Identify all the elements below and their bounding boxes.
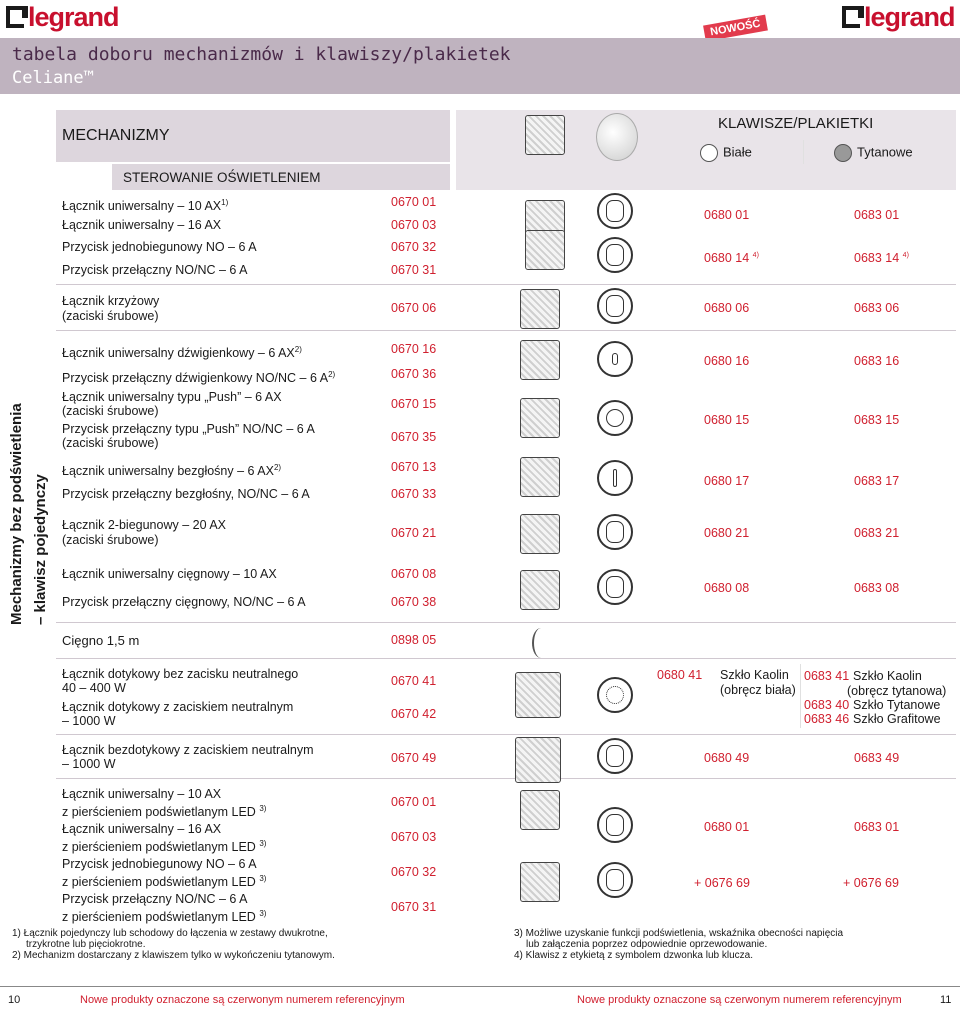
row-label: Łącznik 2-biegunowy – 20 AX xyxy=(62,518,226,532)
footnote-2: 2) Mechanizm dostarczany z klawiszem tylko w wykończeniu tytanowym. xyxy=(12,950,335,961)
row-code: 0670 38 xyxy=(391,595,437,609)
row-separator xyxy=(56,778,956,779)
row-label: Łącznik dotykowy bez zacisku neutralnego xyxy=(62,667,299,681)
cord-image xyxy=(532,628,550,658)
row-code: 0670 13 xyxy=(391,460,437,474)
row-code: 0670 32 xyxy=(391,865,437,879)
divider xyxy=(800,664,801,728)
footer-rule xyxy=(0,986,960,987)
row-code: 0670 21 xyxy=(391,526,437,540)
row-label: Cięgno 1,5 m xyxy=(62,633,140,648)
row-separator xyxy=(56,284,956,285)
row-code: 0670 49 xyxy=(391,751,437,765)
row-code: 0670 41 xyxy=(391,674,437,688)
plate-code-titan: 0683 08 xyxy=(854,581,900,595)
page-number-right: 11 xyxy=(940,994,952,1006)
plate-code-white: 0680 14 $^{4)}$ xyxy=(704,251,759,265)
row-label-sub: (zaciski śrubowe) xyxy=(62,533,159,547)
row-label-sub: z pierścieniem podświetlanym LED $^{3)}$ xyxy=(62,909,267,925)
touch-module-image xyxy=(515,737,561,783)
plate-code-white: 0680 15 xyxy=(704,413,750,427)
touch-module-image xyxy=(515,672,561,718)
plate-code-white: 0680 06 xyxy=(704,301,750,315)
touch-desc-titan: Szkło Kaolin xyxy=(853,669,922,683)
plate-code-titan: 0683 14 $^{4)}$ xyxy=(854,251,909,265)
plate-code-titan: 0683 01 xyxy=(854,820,900,834)
plate-icon xyxy=(597,193,633,229)
plate-code-titan: 0683 15 xyxy=(854,413,900,427)
plate-code-white: 0680 21 xyxy=(704,526,750,540)
side-label-line1: Mechanizmy bez podświetlenia xyxy=(8,403,25,625)
row-code: 0670 01 xyxy=(391,795,437,809)
row-label: Przycisk przełączny NO/NC – 6 A xyxy=(62,892,248,906)
page-title: tabela doboru mechanizmów i klawiszy/plakietek xyxy=(12,44,511,65)
row-label: Przycisk przełączny typu „Push” NO/NC – 6 A xyxy=(62,422,315,436)
touch-code-titan: 0683 46 xyxy=(804,712,850,726)
row-label: Przycisk przełączny NO/NC – 6 A xyxy=(62,263,248,277)
row-label-sub: (zaciski śrubowe) xyxy=(62,404,159,418)
row-code: 0670 31 xyxy=(391,263,437,277)
plate-code-titan: 0683 16 xyxy=(854,354,900,368)
plate-code-titan: 0683 06 xyxy=(854,301,900,315)
mechanism-image xyxy=(520,398,560,438)
row-code: 0670 01 xyxy=(391,195,437,209)
footer-note-left: Nowe produkty oznaczone są czerwonym numerem referencyjnym xyxy=(80,994,405,1006)
touch-desc-white-2: (obręcz biała) xyxy=(720,683,796,697)
row-separator xyxy=(56,622,956,623)
row-code: 0670 15 xyxy=(391,397,437,411)
row-separator xyxy=(56,330,956,331)
row-label: Łącznik uniwersalny – 16 AX xyxy=(62,218,222,232)
row-label: Przycisk przełączny cięgnowy, NO/NC – 6 A xyxy=(62,595,306,609)
mechanism-image xyxy=(520,862,560,902)
page-number-left: 10 xyxy=(8,994,21,1006)
plate-code-titan: 0683 49 xyxy=(854,751,900,765)
mechanism-image xyxy=(520,570,560,610)
touch-desc-titan: Szkło Grafitowe xyxy=(853,712,941,726)
header-mechanizmy: MECHANIZMY xyxy=(62,127,170,144)
plate-code-white: 0680 17 xyxy=(704,474,750,488)
plate-icon xyxy=(597,677,633,713)
footnote-1b: trzykrotne lub pięciokrotne. xyxy=(26,939,146,950)
mechanism-image xyxy=(520,790,560,830)
plate-code-titan: 0683 01 xyxy=(854,208,900,222)
plate-icon xyxy=(597,400,633,436)
plate-code-white: 0680 01 xyxy=(704,820,750,834)
plate-code-white: 0680 01 xyxy=(704,208,750,222)
row-label: Łącznik uniwersalny – 16 AX xyxy=(62,822,222,836)
plate-icon xyxy=(597,738,633,774)
mechanism-image xyxy=(525,115,565,155)
plate-code-titan: 0683 21 xyxy=(854,526,900,540)
side-label xyxy=(6,340,56,630)
row-label: Przycisk jednobiegunowy NO – 6 A xyxy=(62,240,257,254)
titan-swatch-icon xyxy=(834,144,852,162)
legrand-logo-left: legrand xyxy=(6,2,119,32)
side-label-line2: – klawisz pojedynczy xyxy=(32,474,49,625)
page-subtitle: Celiane™ xyxy=(12,68,94,88)
row-label: Łącznik uniwersalny typu „Push” – 6 AX xyxy=(62,390,282,404)
header-klawisze: KLAWISZE/PLAKIETKI xyxy=(718,115,874,132)
row-label: Łącznik uniwersalny cięgnowy – 10 AX xyxy=(62,567,277,581)
new-badge: NOWOŚĆ xyxy=(703,15,768,42)
row-code: 0670 33 xyxy=(391,487,437,501)
row-label: Łącznik uniwersalny dźwigienkowy – 6 AX$^{2)}$ xyxy=(62,345,302,361)
row-label-sub: (zaciski śrubowe) xyxy=(62,309,159,323)
footnote-3b: lub załączenia poprzez odpowiednie oprzewodowanie. xyxy=(526,939,768,950)
plate-code-white: 0680 16 xyxy=(704,354,750,368)
row-code: 0670 03 xyxy=(391,218,437,232)
plate-code-titan: 0683 17 xyxy=(854,474,900,488)
plate-code-white: + 0676 69 xyxy=(694,876,750,890)
mechanism-image xyxy=(520,457,560,497)
plate-code-titan: + 0676 69 xyxy=(843,876,899,890)
mechanism-image xyxy=(525,230,565,270)
row-code: 0670 16 xyxy=(391,342,437,356)
footer-note-right: Nowe produkty oznaczone są czerwonym numerem referencyjnym xyxy=(577,994,902,1006)
row-separator xyxy=(56,658,956,659)
row-label-sub: – 1000 W xyxy=(62,757,116,771)
row-label: Łącznik uniwersalny – 10 AX$^{1)}$ xyxy=(62,198,229,214)
row-label: Łącznik uniwersalny bezgłośny – 6 AX$^{2)}$ xyxy=(62,463,282,479)
row-code: 0670 35 xyxy=(391,430,437,444)
row-code: 0670 36 xyxy=(391,367,437,381)
footnote-1: 1) Łącznik pojedynczy lub schodowy do łączenia w zestawy dwukrotne, xyxy=(12,928,328,939)
plate-icon xyxy=(597,341,633,377)
mechanism-image xyxy=(520,289,560,329)
plate-icon xyxy=(597,288,633,324)
plate-code-white: 0680 08 xyxy=(704,581,750,595)
touch-desc-titan: Szkło Tytanowe xyxy=(853,698,941,712)
plate-code-white: 0680 49 xyxy=(704,751,750,765)
row-code: 0670 06 xyxy=(391,301,437,315)
row-label: Przycisk przełączny dźwigienkowy NO/NC – 6 $A^{2)}$ xyxy=(62,370,336,386)
row-label-sub: 40 – 400 W xyxy=(62,681,126,695)
row-label-sub: z pierścieniem podświetlanym LED $^{3)}$ xyxy=(62,874,267,890)
plate-icon xyxy=(597,807,633,843)
header-sterowanie: STEROWANIE OŚWIETLENIEM xyxy=(123,170,321,185)
mechanism-image xyxy=(520,514,560,554)
touch-code-white: 0680 41 xyxy=(657,668,703,682)
touch-desc-white: Szkło Kaolin xyxy=(720,668,789,682)
row-label: Łącznik krzyżowy xyxy=(62,294,160,308)
header-tytanowe: Tytanowe xyxy=(834,144,913,162)
row-code: 0670 03 xyxy=(391,830,437,844)
row-code: 0670 08 xyxy=(391,567,437,581)
touch-code-titan: 0683 41 xyxy=(804,669,850,683)
plate-icon xyxy=(597,862,633,898)
plate-icon xyxy=(597,460,633,496)
white-swatch-icon xyxy=(700,144,718,162)
mechanism-image xyxy=(520,340,560,380)
row-label: Łącznik uniwersalny – 10 AX xyxy=(62,787,222,801)
row-code: 0898 05 xyxy=(391,633,437,647)
row-label: Łącznik bezdotykowy z zaciskiem neutralnym xyxy=(62,743,314,757)
plate-icon xyxy=(597,514,633,550)
plate-icon xyxy=(597,569,633,605)
divider xyxy=(803,140,804,164)
row-code: 0670 31 xyxy=(391,900,437,914)
footnote-4: 4) Klawisz z etykietą z symbolem dzwonka lub klucza. xyxy=(514,950,753,961)
row-label: Przycisk przełączny bezgłośny, NO/NC – 6 A xyxy=(62,487,310,501)
legrand-logo-right: legrand xyxy=(842,2,955,32)
row-label: Przycisk jednobiegunowy NO – 6 A xyxy=(62,857,257,871)
plate-icon xyxy=(597,237,633,273)
row-separator xyxy=(56,734,956,735)
row-label-sub: z pierścieniem podświetlanym LED $^{3)}$ xyxy=(62,839,267,855)
touch-desc-titan-2: (obręcz tytanowa) xyxy=(847,684,947,698)
row-label-sub: (zaciski śrubowe) xyxy=(62,436,159,450)
row-label-sub: z pierścieniem podświetlanym LED $^{3)}$ xyxy=(62,804,267,820)
row-code: 0670 32 xyxy=(391,240,437,254)
row-label-sub: – 1000 W xyxy=(62,714,116,728)
row-code: 0670 42 xyxy=(391,707,437,721)
footnote-3: 3) Możliwe uzyskanie funkcji podświetlenia, wskaźnika obecności napięcia xyxy=(514,928,844,939)
touch-code-titan: 0683 40 xyxy=(804,698,850,712)
plate-image xyxy=(596,113,638,161)
row-label: Łącznik dotykowy z zaciskiem neutralnym xyxy=(62,700,294,714)
header-biale: Białe xyxy=(700,144,752,162)
